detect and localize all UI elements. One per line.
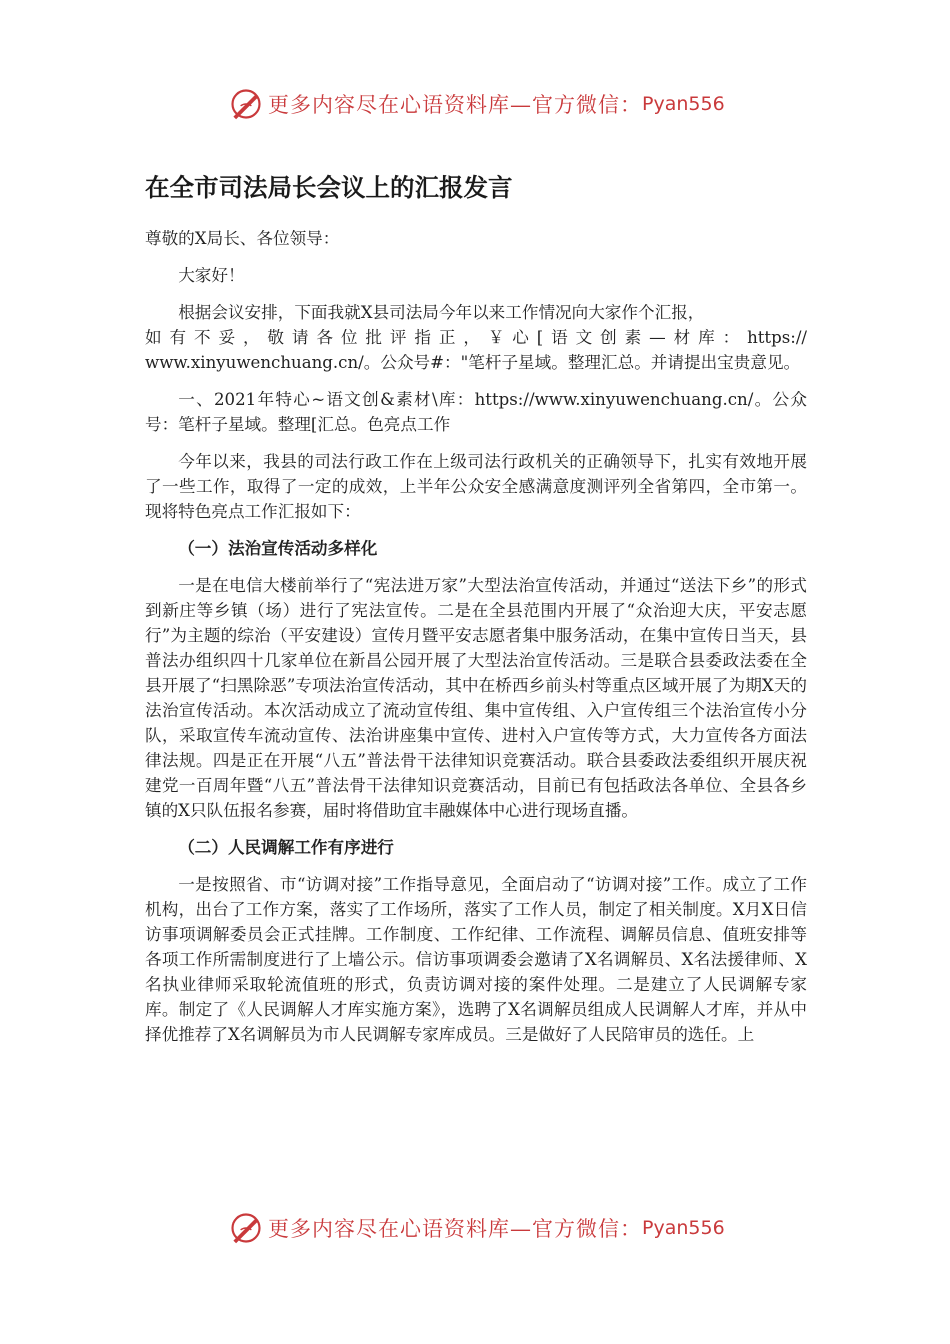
subsection-1-body: 一是在电信大楼前举行了“宪法进万家”大型法治宣传活动，并通过“送法下乡”的形式到新庄等乡镇（场）进行了宪法宣传。二是在全县范围内开展了“众治迎大庆，平安志愿行”为主题的综治（平安建设）宣传月暨平安志愿者集中服务活动，在集中宣传日当天，县普法办组织四十几家单位在新昌公园开展了大型法治宣传活动。三是联合县委政法委在全县开展了“扫黑除恶”专项法治宣传活动，其中在桥西乡前头村等重点区域开展了为期X天的法治宣传活动。本次活动成立了流动宣传组、集中宣传组、入户宣传组三个法治宣传小分队，采取宣传车流动宣传、法治讲座集中宣传、进村入户宣传等方式，大力宣传各方面法律法规。四是正在开展“八五”普法骨干法律知识竞赛活动。联合县委政法委组织开展庆祝建党一百周年暨“八五”普法骨干法律知识竞赛活动，目前已有包括政法各单位、全县各乡镇的X只队伍报名参赛，届时将借助宜丰融媒体中心进行现场直播。 [145,575,807,820]
overview-paragraph: 今年以来，我县的司法行政工作在上级司法行政机关的正确领导下，扎实有效地开展了一些工作，取得了一定的成效，上半年公众安全感满意度测评列全省第四，全市第一。现将特色亮点工作汇报如下： [145,451,807,521]
salutation: 尊敬的X局长、各位领导： [145,228,340,248]
greeting: 大家好！ [178,265,245,285]
footer-banner [228,1208,748,1248]
banner-wechat-id: Pyan556 [642,1217,725,1239]
document-title: 在全市司法局长会议上的汇报发言 [145,173,513,202]
banner-text: 更多内容尽在心语资料库—官方微信： [268,1217,642,1241]
pen-circle-logo-icon [228,86,264,122]
banner-wechat-id: Pyan556 [642,93,725,115]
intro-paragraph [145,300,807,375]
intro-line-3: www.xinyuwenchuang.cn/。公众号#："笔杆子星域。整理汇总。并请提出宝贵意见。 [145,352,801,372]
intro-line-2: 如有不妥，敬请各位批评指正，￥心[语文创素—材库：https:// [145,327,807,347]
header-banner [228,84,748,124]
subsection-2-heading: （二）人民调解工作有序进行 [178,836,394,857]
section-1-heading: 一、2021年特心~语文创&素材\库：https://www.xinyuwenchuang.cn/。公众号：笔杆子星域。整理[汇总。色亮点工作 [145,389,807,434]
subsection-2-body: 一是按照省、市“访调对接”工作指导意见，全面启动了“访调对接”工作。成立了工作机构，出台了工作方案，落实了工作场所，落实了工作人员，制定了相关制度。X月X日信访事项调解委员会正式挂牌。工作制度、工作纪律、工作流程、调解员信息、值班安排等各项工作所需制度进行了上墙公示。信访事项调委会邀请了X名调解员、X名法援律师、X名执业律师采取轮流值班的形式，负责访调对接的案件处理。二是建立了人民调解专家库。制定了《人民调解人才库实施方案》，选聘了X名调解员组成人民调解人才库，并从中择优推荐了X名调解员为市人民调解专家库成员。三是做好了人民陪审员的选任。上 [145,874,807,1044]
pen-circle-logo-icon [228,1210,264,1246]
banner-text: 更多内容尽在心语资料库—官方微信： [268,93,642,117]
intro-line-1: 根据会议安排，下面我就X县司法局今年以来工作情况向大家作个汇报， [178,302,705,322]
document-body [145,172,807,1059]
subsection-1-heading: （一）法治宣传活动多样化 [178,537,378,558]
